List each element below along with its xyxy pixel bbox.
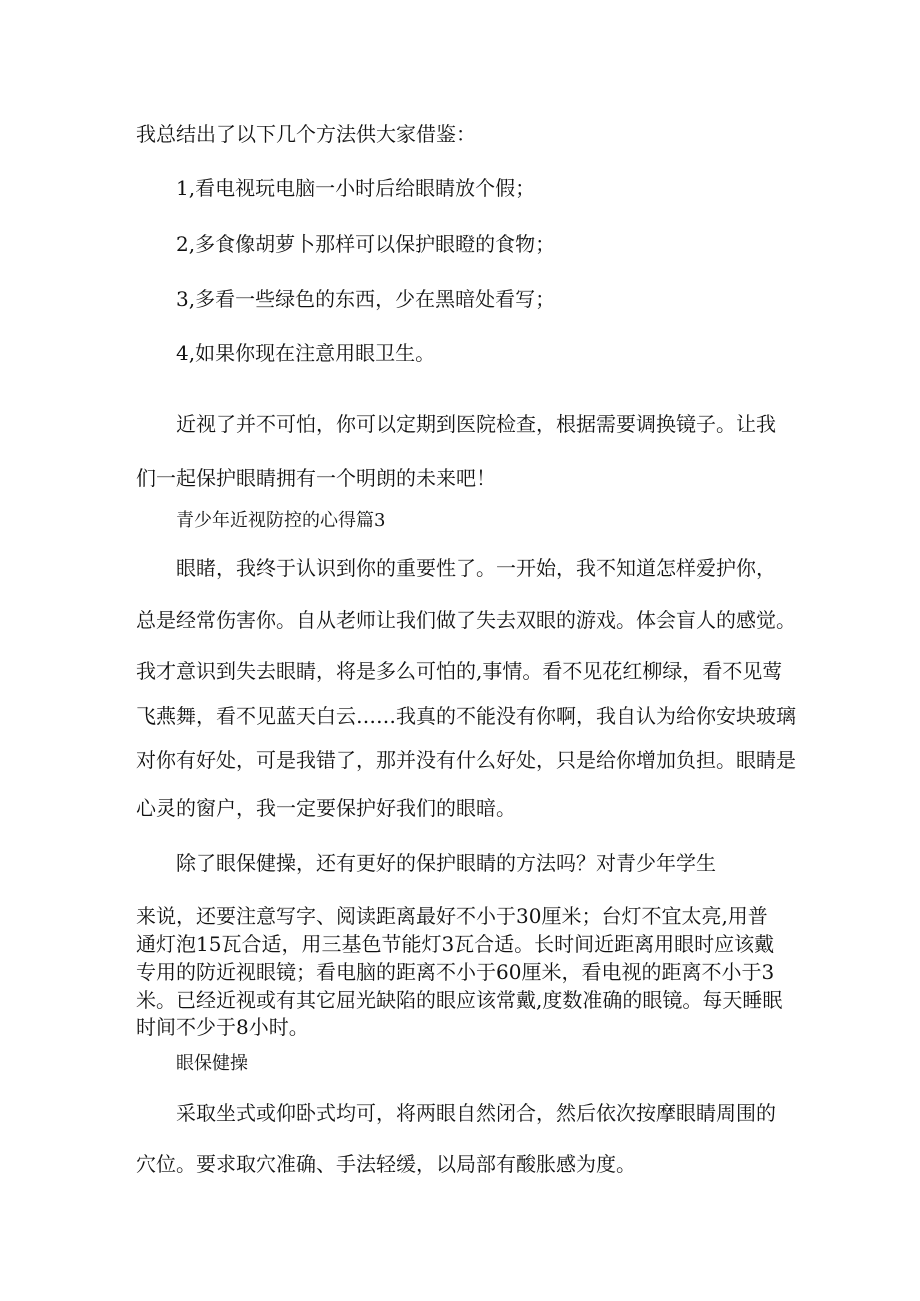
exercise-line-1: 采取坐式或仰卧式均可，将两眼自然闭合，然后依次按摩眼睛周围的 bbox=[176, 1101, 776, 1125]
essay-line-2: 总是经常伤害你。自从老师让我们做了失去双眼的游戏。体会盲人的感觉。 bbox=[136, 608, 796, 632]
method-item-3: 3,多看一些绿色的东西，少在黑暗处看写； bbox=[176, 287, 556, 311]
tips-line-5: 时间不少于8小时。 bbox=[136, 1015, 309, 1039]
essay-line-1: 眼睹，我终于认识到你的重要性了。一开始，我不知道怎样爱护你， bbox=[176, 556, 776, 580]
section-title: 青少年近视防控的心得篇3 bbox=[176, 510, 386, 531]
closing-line-2: 们一起保护眼睛拥有一个明朗的未来吧！ bbox=[136, 466, 496, 490]
exercise-line-2: 穴位。要求取穴准确、手法轻缓，以局部有酸胀感为度。 bbox=[136, 1152, 636, 1176]
tips-line-4: 米。已经近视或有其它屈光缺陷的眼应该常戴,度数准确的眼镜。每天睡眠 bbox=[136, 988, 783, 1012]
essay-line-5: 对你有好处，可是我错了，那并没有什么好处，只是给你增加负担。眼睛是 bbox=[136, 748, 796, 772]
method-item-1: 1,看电视玩电脑一小时后给眼睛放个假； bbox=[176, 176, 536, 200]
method-item-2: 2,多食像胡萝卜那样可以保护眼瞪的食物； bbox=[176, 232, 556, 256]
tips-lead-line: 除了眼保健操，还有更好的保护眼睛的方法吗？对青少年学生 bbox=[176, 851, 716, 875]
tips-line-2: 通灯泡15瓦合适，用三基色节能灯3瓦合适。长时间近距离用眼时应该戴 bbox=[136, 932, 775, 956]
tips-line-1: 来说，还要注意写字、阅读距离最好不小于30厘米；台灯不宜太亮,用普 bbox=[136, 904, 768, 928]
method-item-4: 4,如果你现在注意用眼卫生。 bbox=[176, 341, 436, 365]
tips-line-3: 专用的防近视眼镜；看电脑的距离不小于60厘米，看电视的距离不小于3 bbox=[136, 960, 775, 984]
essay-line-3: 我才意识到失去眼睛，将是多么可怕的,事情。看不见花红柳绿，看不见莺 bbox=[136, 659, 783, 683]
closing-line-1: 近视了并不可怕，你可以定期到医院检查，根据需要调换镜子。让我 bbox=[176, 412, 776, 436]
essay-line-6: 心灵的窗户，我一定要保护好我们的眼暗。 bbox=[136, 796, 516, 820]
essay-line-4: 飞燕舞，看不见蓝天白云……我真的不能没有你啊，我自认为给你安块玻璃 bbox=[136, 704, 796, 728]
intro-line: 我总结出了以下几个方法供大家借鉴： bbox=[136, 122, 476, 146]
exercise-title: 眼保健操 bbox=[176, 1053, 248, 1074]
